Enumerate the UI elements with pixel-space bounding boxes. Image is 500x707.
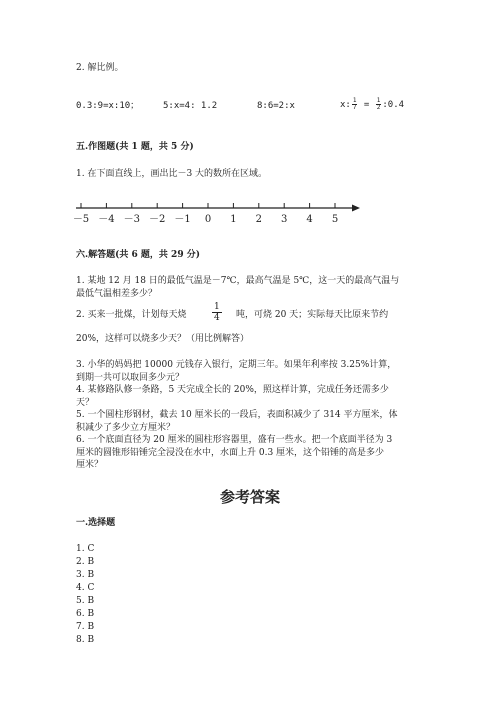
answer-item: 8. B	[76, 635, 95, 645]
equation-4	[340, 97, 404, 113]
answer-item: 3. B	[76, 570, 95, 580]
answer-item: 6. B	[76, 609, 95, 619]
number-line-label: 0	[204, 214, 212, 225]
fraction-numerator: 1	[214, 302, 220, 312]
section-6-question-1-line-2: 最低气温相差多少？	[76, 289, 158, 299]
section-6-question-1-line-1: 1. 某地 12 月 18 日的最低气温是－7℃，最高气温是 5℃，这一天的最高气温与	[76, 276, 400, 286]
equation-1: 0.3:9=x:10；	[76, 101, 140, 111]
section-6-heading: 六.解答题(共 6 题，共 29 分)	[76, 250, 200, 260]
number-line-label: －5	[72, 214, 90, 225]
number-line-label: 2	[255, 214, 262, 225]
section-6-question-4-line-1: 4. 某修路队修一条路，5 天完成全长的 20%，照这样计算，完成任务还需多少	[76, 385, 389, 395]
number-line-label: －2	[149, 214, 166, 225]
answer-item: 5. B	[76, 596, 95, 606]
section-6-question-3-line-1: 3. 小华的妈妈把 10000 元钱存入银行，定期三年。如果年利率按 3.25%计算，	[76, 360, 397, 370]
equation-4-suffix: :0.4	[382, 100, 405, 110]
answer-item: 7. B	[76, 622, 95, 632]
question-2-title: 2. 解比例。	[76, 63, 124, 73]
equation-3: 8:6=2:x	[257, 101, 295, 111]
section-6-question-6-line-1: 6. 一个底面直径为 20 厘米的圆柱形容器里，盛有一些水。把一个底面半径为 3	[76, 435, 393, 445]
fraction-denominator: 7	[352, 104, 357, 111]
equation-2: 5:x=4: 1.2	[163, 101, 218, 111]
number-line-label: 5	[331, 214, 339, 225]
fraction-denominator: 2	[376, 104, 381, 111]
fraction-one-half	[376, 98, 382, 111]
section-6-question-2-part-1: 2. 买来一批煤，计划每天烧	[76, 310, 187, 320]
section-5-heading: 五.作图题(共 1 题，共 5 分)	[76, 142, 194, 152]
number-line-label: 3	[281, 214, 288, 225]
fraction-numerator: 1	[352, 97, 357, 104]
section-6-question-3-line-2: 到期一共可以取回多少元？	[76, 373, 185, 383]
fraction-one-seventh	[352, 98, 358, 111]
answers-title: 参考答案	[219, 488, 280, 506]
section-6-question-5-line-1: 5. 一个圆柱形钢材，截去 10 厘米长的一段后，表面积减少了 314 平方厘米，体	[76, 410, 398, 420]
number-line-label: －1	[174, 214, 191, 225]
answer-item: 1. C	[76, 544, 95, 554]
equation-4-prefix: x:	[340, 100, 351, 110]
answer-item: 2. B	[76, 557, 95, 567]
section-6-question-2-line-2: 20%，这样可以烧多少天？（用比例解答）	[76, 334, 250, 344]
answers-section-heading: 一.选择题	[76, 518, 116, 528]
section-5-question-1: 1. 在下面直线上，画出比－3 大的数所在区域。	[76, 169, 268, 179]
section-6-question-4-line-2: 天？	[76, 398, 95, 408]
section-6-question-2-part-2: 吨，可烧 20 天；实际每天比原来节约	[236, 310, 389, 320]
equals-sign: =	[358, 100, 375, 110]
fraction-numerator: 1	[376, 97, 381, 104]
fraction-one-quarter	[212, 302, 222, 323]
number-line-label: 4	[306, 214, 313, 225]
number-line	[72, 198, 372, 238]
answer-item: 4. C	[76, 583, 95, 593]
section-6-question-6-line-3: 厘米？	[76, 460, 104, 470]
section-6-question-6-line-2: 厘米的圆锥形铅锤完全浸没在水中，水面上升 0.3 厘米，这个铅锤的高是多少	[76, 448, 385, 458]
arrow-right-icon	[352, 205, 360, 212]
number-line-label: －3	[123, 214, 140, 225]
number-line-label: 1	[230, 214, 237, 225]
section-6-question-5-line-2: 积减少了多少立方厘米？	[76, 423, 176, 433]
fraction-denominator: 4	[214, 313, 220, 323]
number-line-label: －4	[98, 214, 115, 225]
